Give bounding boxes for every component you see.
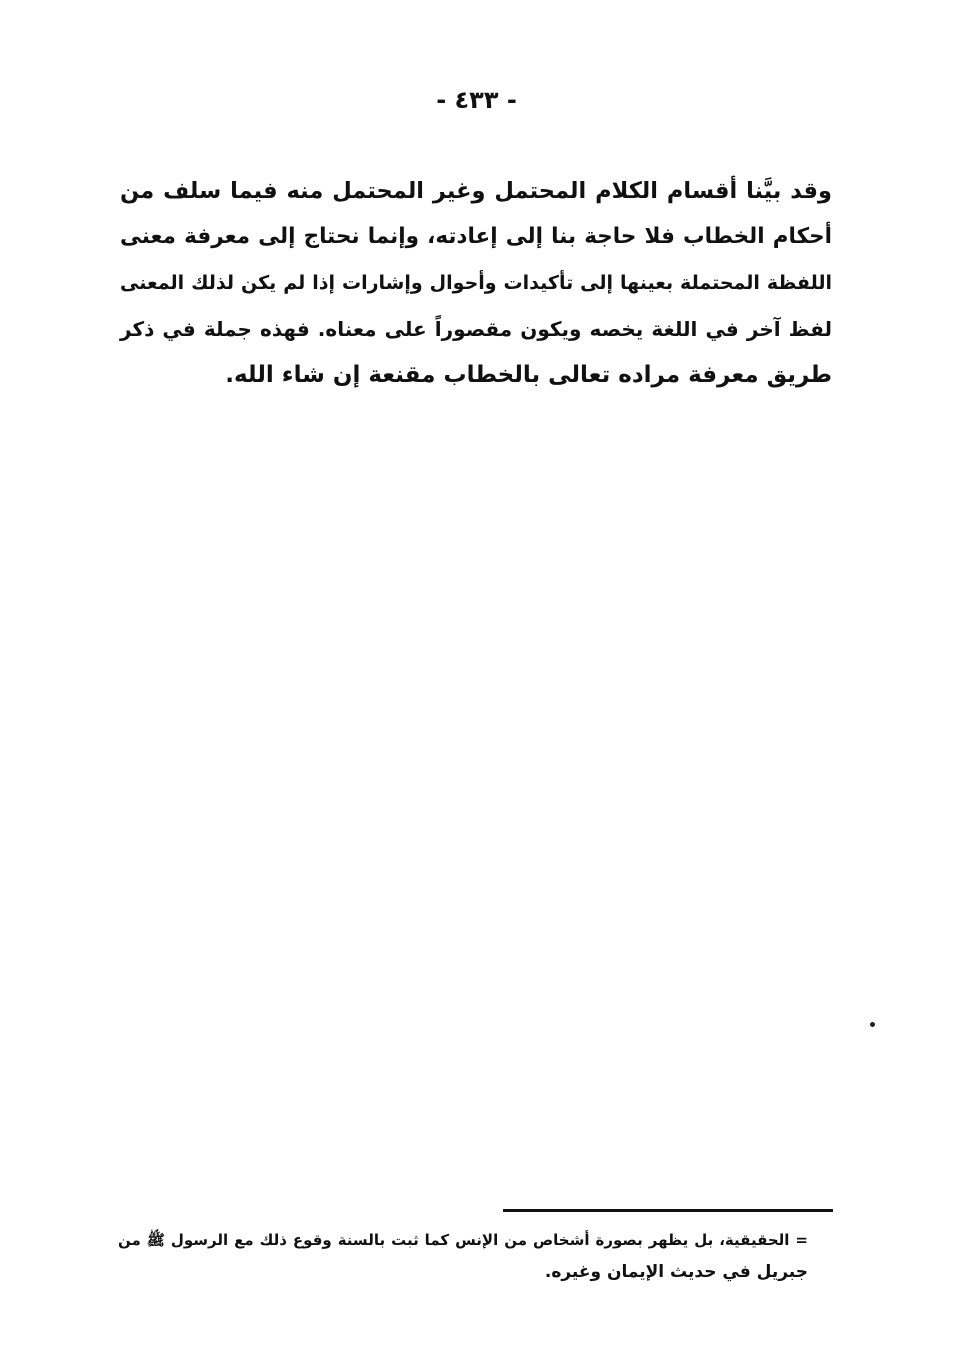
paragraph-line: طريق معرفة مراده تعالى بالخطاب مقنعة إن شاء الله.	[225, 362, 832, 388]
stray-mark	[870, 1022, 875, 1027]
main-paragraph	[120, 168, 832, 398]
footnote	[118, 1224, 808, 1288]
footnote-line: = الحقيقية، بل يظهر بصورة أشخاص من الإنس كما ثبت بالسنة وقوع ذلك مع الرسول ﷺ من	[118, 1231, 808, 1249]
footnote-divider	[503, 1209, 833, 1212]
paragraph-line: أحكام الخطاب فلا حاجة بنا إلى إعادته، وإنما نحتاج إلى معرفة معنى	[120, 224, 832, 249]
paragraph-line: وقد بيَّنا أقسام الكلام المحتمل وغير المحتمل منه فيما سلف من	[120, 178, 832, 204]
paragraph-line: اللفظة المحتملة بعينها إلى تأكيدات وأحوال وإشارات إذا لم يكن لذلك المعنى	[120, 272, 832, 294]
page-number: - ٤٣٣ -	[436, 86, 517, 114]
paragraph-line: لفظ آخر في اللغة يخصه ويكون مقصوراً على معناه. فهذه جملة في ذكر	[120, 317, 832, 341]
footnote-line: جبريل في حديث الإيمان وغيره.	[544, 1262, 808, 1282]
